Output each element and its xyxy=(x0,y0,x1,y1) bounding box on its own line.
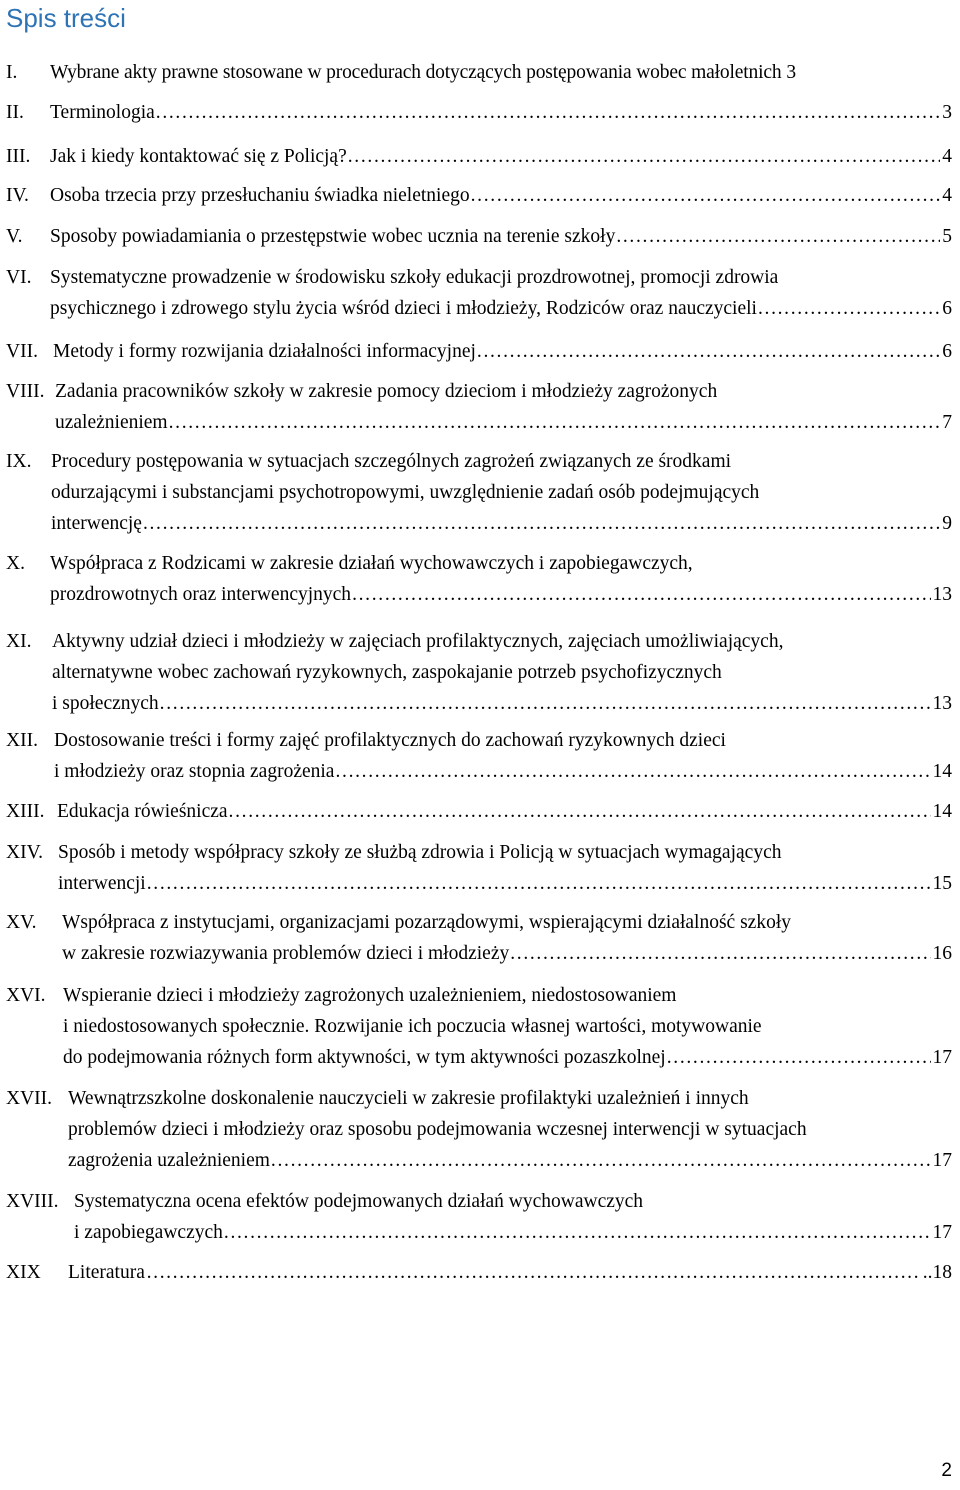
toc-entry-number: I. xyxy=(6,62,18,83)
toc-entry-text: Współpraca z instytucjami, organizacjami pozarządowymi, wspierającymi działalność szkoły xyxy=(62,912,792,933)
dot-leader xyxy=(667,1043,931,1073)
toc-entry-line xyxy=(63,981,952,1011)
toc-entry-text: Jak i kiedy kontaktować się z Policją? xyxy=(50,146,347,167)
page-number: 2 xyxy=(941,1460,952,1481)
toc-entry-text: Systematyczna ocena efektów podejmowanych działań wychowawczych xyxy=(74,1191,644,1212)
toc-entry-page: 17 xyxy=(932,1047,952,1068)
page-title: Spis treści xyxy=(6,3,126,33)
toc-entry-line xyxy=(68,1115,952,1145)
toc-entry-line xyxy=(68,1258,952,1288)
toc-entry-page: 7 xyxy=(942,412,952,433)
dot-leader xyxy=(758,294,940,324)
dot-leader xyxy=(271,1146,931,1176)
toc-entry-text: Osoba trzecia przy przesłuchaniu świadka nieletniego xyxy=(50,185,470,206)
toc-entry-line xyxy=(63,1043,952,1073)
toc-entry-text: i zapobiegawczych xyxy=(74,1222,223,1243)
toc-entry-page: 6 xyxy=(942,298,952,319)
toc-entry-text: w zakresie rozwiazywania problemów dzieci i młodzieży xyxy=(62,943,510,964)
toc-entry-line xyxy=(55,408,952,438)
toc-entry-page: 3 xyxy=(942,102,952,123)
toc-entry-text: Wewnątrzszkolne doskonalenie nauczycieli w zakresie profilaktyki uzależnień i innych xyxy=(68,1088,749,1109)
toc-entry-line xyxy=(54,757,952,787)
toc-entry-page: ..18 xyxy=(922,1262,952,1283)
toc-entry-page: 9 xyxy=(942,513,952,534)
toc-entry-line xyxy=(50,181,952,211)
toc-entry-line xyxy=(62,939,952,969)
toc-entry-line xyxy=(52,658,952,688)
toc-entry-line xyxy=(58,869,952,899)
toc-entry-line xyxy=(50,222,952,252)
toc-entry-page: 13 xyxy=(932,693,952,714)
dot-leader xyxy=(156,98,940,128)
dot-leader xyxy=(147,869,931,899)
toc-entry-line xyxy=(51,447,952,477)
toc-entry-text: Systematyczne prowadzenie w środowisku szkoły edukacji prozdrowotnej, promocji zdrowia xyxy=(50,267,779,288)
toc-entry-line xyxy=(55,377,952,407)
toc-entry-page: 16 xyxy=(932,943,952,964)
dot-leader xyxy=(224,1218,931,1248)
toc-entry-number: XIX xyxy=(6,1262,41,1283)
toc-entry-page: 6 xyxy=(942,341,952,362)
toc-entry-text: interwencji xyxy=(58,873,146,894)
toc-entry-text: psychicznego i zdrowego stylu życia wśród dzieci i młodzieży, Rodziców oraz nauczycieli xyxy=(50,298,757,319)
toc-entry-text: Wybrane akty prawne stosowane w procedurach dotyczących postępowania wobec małoletnich xyxy=(50,62,782,83)
toc-entry-page: 3 xyxy=(781,62,797,83)
toc-entry-number: XI. xyxy=(6,631,32,652)
toc-entry-page: 13 xyxy=(932,584,952,605)
toc-entry-line xyxy=(62,908,952,938)
toc-entry-number: III. xyxy=(6,146,31,167)
dot-leader xyxy=(348,142,941,172)
toc-entry-text: Edukacja rówieśnicza xyxy=(57,801,228,822)
toc-entry-text: zagrożenia uzależnieniem xyxy=(68,1150,270,1171)
toc-entry-page: 17 xyxy=(932,1150,952,1171)
dot-leader xyxy=(352,580,930,610)
toc-entry-page: 14 xyxy=(932,761,952,782)
toc-entry-text: do podejmowania różnych form aktywności, w tym aktywności pozaszkolnej xyxy=(63,1047,666,1068)
toc-entry-number: XVII. xyxy=(6,1088,53,1109)
toc-entry-text: i niedostosowanych społecznie. Rozwijanie ich poczucia własnej wartości, motywowanie xyxy=(63,1016,762,1037)
toc-entry-text: Aktywny udział dzieci i młodzieży w zajęciach profilaktycznych, zajęciach umożliwiających, xyxy=(52,631,784,652)
toc-entry-text: uzależnieniem xyxy=(55,412,168,433)
toc-entry-line xyxy=(51,509,952,539)
toc-entry-number: XIII. xyxy=(6,801,45,822)
toc-entry-line xyxy=(50,98,952,128)
toc-entry-number: XVI. xyxy=(6,985,46,1006)
toc-entry-number: VI. xyxy=(6,267,32,288)
toc-entry-text: alternatywne wobec zachowań ryzykownych, zaspokajanie potrzeb psychofizycznych xyxy=(52,662,722,683)
toc-entry-page: 14 xyxy=(932,801,952,822)
toc-entry-text: odurzającymi i substancjami psychotropowymi, uwzględnienie zadań osób podejmujących xyxy=(51,482,760,503)
dot-leader xyxy=(146,1258,921,1288)
toc-entry-text: Sposób i metody współpracy szkoły ze służbą zdrowia i Policją w sytuacjach wymagających xyxy=(58,842,782,863)
toc-entry-line xyxy=(68,1084,952,1114)
toc-entry-number: XII. xyxy=(6,730,38,751)
toc-entry-text: i młodzieży oraz stopnia zagrożenia xyxy=(54,761,335,782)
toc-entry-line xyxy=(52,689,952,719)
toc-entry-page: 15 xyxy=(932,873,952,894)
toc-entry-number: V. xyxy=(6,226,23,247)
toc-entry-page: 17 xyxy=(932,1222,952,1243)
toc-entry-text: interwencję xyxy=(51,513,142,534)
toc-entry-text: Procedury postępowania w sytuacjach szczególnych zagrożeń związanych ze środkami xyxy=(51,451,732,472)
toc-entry-text: Zadania pracowników szkoły w zakresie pomocy dzieciom i młodzieży zagrożonych xyxy=(55,381,718,402)
toc-entry-line xyxy=(50,294,952,324)
toc-entry-line xyxy=(74,1187,952,1217)
dot-leader xyxy=(335,757,930,787)
toc-entry-line xyxy=(50,549,952,579)
toc-entry-number: XIV. xyxy=(6,842,44,863)
toc-entry-line xyxy=(50,263,952,293)
toc-entry-line xyxy=(52,627,952,657)
toc-entry-page: 4 xyxy=(942,185,952,206)
dot-leader xyxy=(143,509,940,539)
toc-entry-page: 5 xyxy=(942,226,952,247)
toc-entry-text: Metody i formy rozwijania działalności informacyjnej xyxy=(53,341,476,362)
toc-entry-text: prozdrowotnych oraz interwencyjnych xyxy=(50,584,352,605)
dot-leader xyxy=(510,939,930,969)
toc-entry-number: IX. xyxy=(6,451,32,472)
dot-leader xyxy=(229,797,931,827)
toc-entry-page: 4 xyxy=(942,146,952,167)
toc-entry-number: XV. xyxy=(6,912,37,933)
toc-entry-text: Współpraca z Rodzicami w zakresie działań wychowawczych i zapobiegawczych, xyxy=(50,553,693,574)
dot-leader xyxy=(471,181,941,211)
toc-entry-line xyxy=(50,58,952,88)
toc-entry-text: Dostosowanie treści i formy zajęć profilaktycznych do zachowań ryzykownych dzieci xyxy=(54,730,726,751)
toc-entry-line xyxy=(53,337,952,367)
toc-entry-line xyxy=(63,1012,952,1042)
dot-leader xyxy=(160,689,931,719)
toc-entry-number: XVIII. xyxy=(6,1191,59,1212)
toc-entry-line xyxy=(50,142,952,172)
toc-entry-line xyxy=(57,797,952,827)
toc-entry-number: IV. xyxy=(6,185,29,206)
toc-entry-text: problemów dzieci i młodzieży oraz sposobu podejmowania wczesnej interwencji w sytuacjach xyxy=(68,1119,807,1140)
toc-entry-text: Literatura xyxy=(68,1262,145,1283)
toc-entry-line xyxy=(74,1218,952,1248)
toc-entry-line xyxy=(54,726,952,756)
toc-entry-line xyxy=(58,838,952,868)
toc-entry-number: VIII. xyxy=(6,381,45,402)
toc-entry-text: Wspieranie dzieci i młodzieży zagrożonych uzależnieniem, niedostosowaniem xyxy=(63,985,677,1006)
toc-entry-line xyxy=(68,1146,952,1176)
toc-entry-number: II. xyxy=(6,102,24,123)
dot-leader xyxy=(169,408,941,438)
toc-entry-number: X. xyxy=(6,553,25,574)
toc-entry-text: i społecznych xyxy=(52,693,159,714)
toc-entry-line xyxy=(51,478,952,508)
dot-leader xyxy=(616,222,940,252)
toc-entry-text: Terminologia xyxy=(50,102,155,123)
dot-leader xyxy=(477,337,940,367)
toc-entry-text: Sposoby powiadamiania o przestępstwie wobec ucznia na terenie szkoły xyxy=(50,226,616,247)
toc-entry-number: VII. xyxy=(6,341,38,362)
toc-entry-line xyxy=(50,580,952,610)
